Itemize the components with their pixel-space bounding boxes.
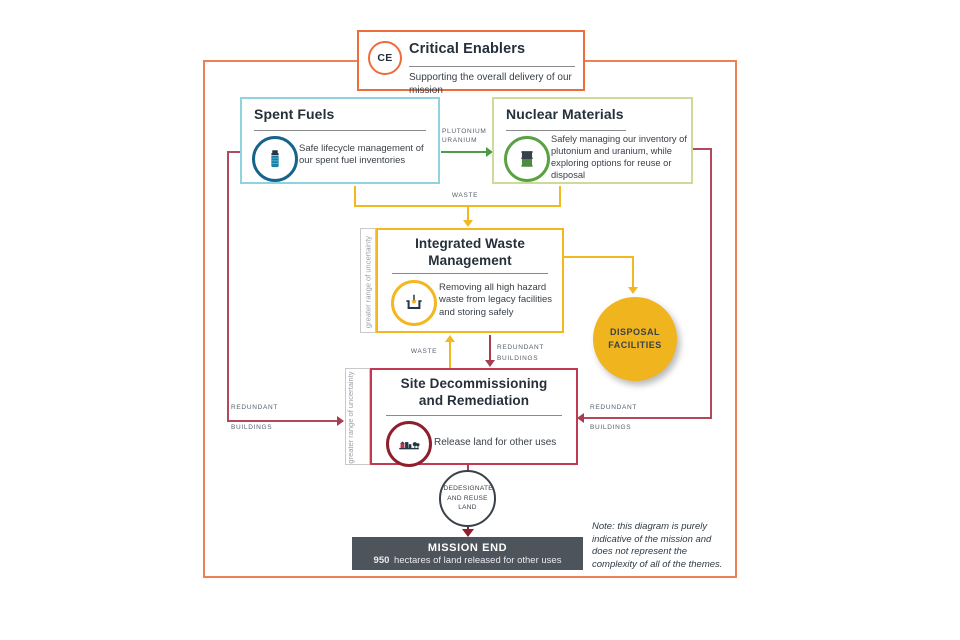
spent-fuels-box bbox=[240, 97, 440, 184]
ce-title: Critical Enablers bbox=[409, 41, 526, 57]
dedesignate-label: DEDESIGNATE AND REUSE LAND bbox=[443, 485, 493, 512]
ce-badge-text: CE bbox=[377, 52, 393, 64]
site-decommissioning-box bbox=[370, 368, 578, 465]
iwm-uncertainty-label: greater range of uncertainty bbox=[363, 235, 372, 328]
flow-label-plutonium-uranium bbox=[442, 127, 486, 145]
disposal-facilities-label: DISPOSAL FACILITIES bbox=[608, 327, 662, 350]
integrated-waste-management-box bbox=[376, 228, 564, 333]
spent-fuels-description: Safe lifecycle management of our spent fuel inventories bbox=[299, 143, 424, 167]
sd-uncertainty-label: greater range of uncertainty bbox=[346, 371, 355, 464]
ce-description: Supporting the overall delivery of our mission bbox=[409, 72, 572, 96]
flow-label-waste-top: WASTE bbox=[451, 192, 479, 199]
mission-end-box bbox=[352, 537, 583, 570]
mission-end-value: 950 bbox=[373, 554, 390, 566]
waste-vat-icon bbox=[391, 280, 437, 326]
mission-end-suffix: hectares of land released for other uses bbox=[394, 554, 562, 566]
iwm-title: Integrated Waste Management bbox=[415, 236, 525, 268]
uranium-label: URANIUM bbox=[442, 137, 478, 144]
nuclear-materials-title: Nuclear Materials bbox=[506, 106, 624, 122]
sd-divider bbox=[386, 415, 562, 416]
iwm-description: Removing all high hazard waste from legacy facilities and storing safely bbox=[439, 282, 552, 318]
spent-fuel-flask-icon bbox=[252, 136, 298, 182]
iwm-uncertainty-strip bbox=[360, 228, 376, 333]
nuclear-materials-box bbox=[492, 97, 693, 184]
diagram-note: Note: this diagram is purely indicative of the mission and does not represent the complexity of all of the themes. bbox=[592, 521, 723, 570]
flow-label-redundant-left-1: REDUNDANT bbox=[231, 404, 279, 411]
plutonium-label: PLUTONIUM bbox=[442, 128, 487, 135]
buildings-label: BUILDINGS bbox=[497, 355, 539, 362]
nuclear-materials-description: Safely managing our inventory of plutonium and uranium, while exploring options for reuse or disposal bbox=[551, 134, 687, 180]
flow-label-redundant-right-2: BUILDINGS bbox=[590, 424, 632, 431]
redundant-label: REDUNDANT bbox=[497, 344, 545, 351]
nuclear-drum-icon bbox=[504, 136, 550, 182]
flow-label-redundant-left-2: BUILDINGS bbox=[231, 424, 273, 431]
critical-enablers-box bbox=[357, 30, 585, 96]
ce-divider bbox=[409, 66, 575, 67]
spent-fuels-divider bbox=[254, 130, 426, 131]
sd-title: Site Decommissioning and Remediation bbox=[400, 376, 548, 408]
iwm-divider bbox=[392, 273, 548, 274]
mission-end-title: MISSION END bbox=[427, 541, 508, 554]
dedesignate-circle bbox=[439, 470, 496, 527]
flow-label-redundant-mid bbox=[497, 342, 544, 364]
released-land-icon bbox=[386, 421, 432, 467]
disposal-facilities-circle bbox=[593, 297, 677, 381]
flow-label-waste-mid: WASTE bbox=[410, 348, 438, 355]
spent-fuels-title: Spent Fuels bbox=[254, 106, 335, 122]
sd-description: Release land for other uses bbox=[434, 437, 557, 448]
sd-uncertainty-strip bbox=[345, 368, 370, 465]
ce-badge-icon bbox=[368, 41, 402, 75]
nuclear-materials-divider bbox=[506, 130, 626, 131]
flow-label-redundant-right-1: REDUNDANT bbox=[590, 404, 638, 411]
